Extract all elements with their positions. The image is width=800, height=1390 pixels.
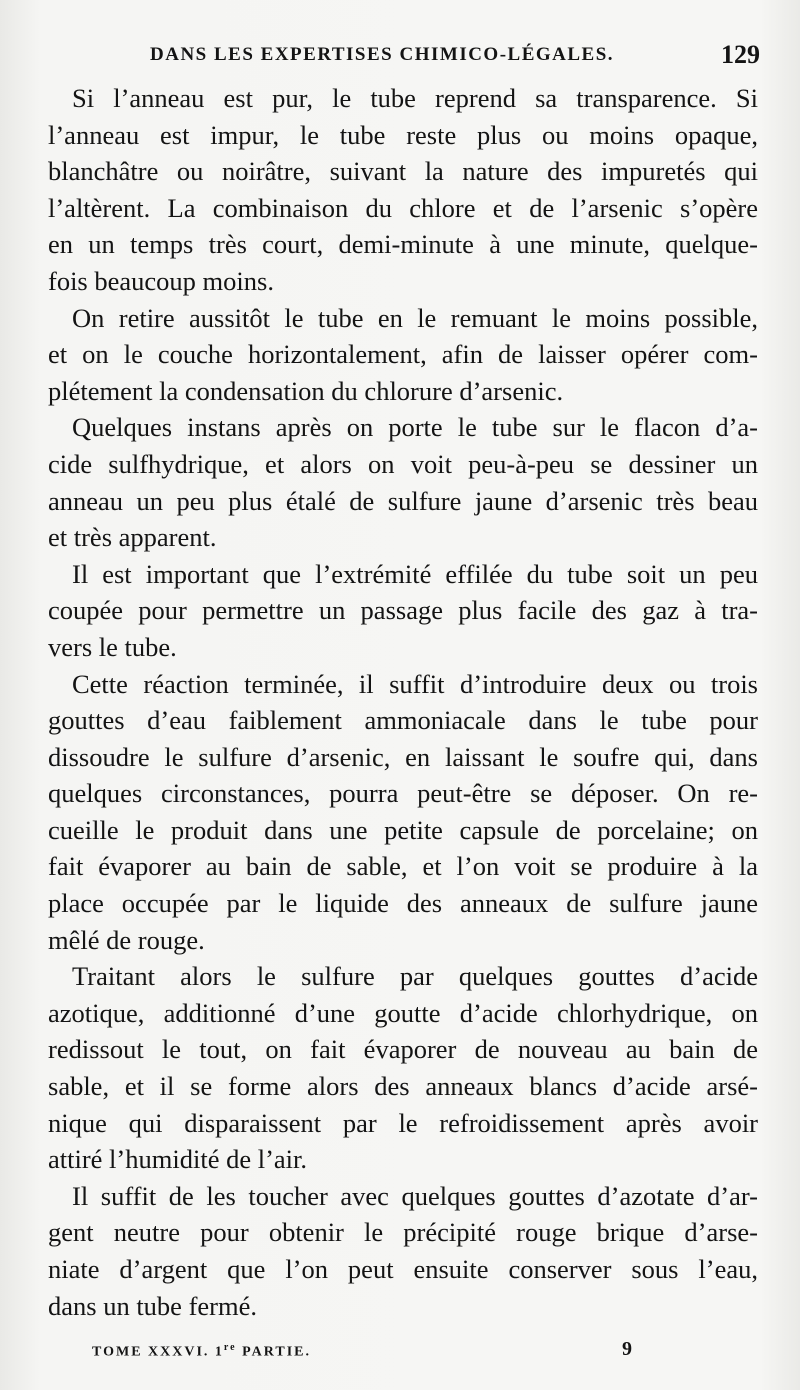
text-line: quelques circonstances, pourra peut-être se déposer. On re-: [48, 778, 758, 809]
text-line: blanchâtre ou noirâtre, suivant la nature des impuretés qui: [48, 156, 758, 187]
paragraph: [48, 300, 758, 410]
paragraph: [48, 556, 758, 666]
paragraph: [48, 1178, 758, 1324]
running-title: DANS LES EXPERTISES CHIMICO-LÉGALES.: [150, 44, 615, 65]
text-line: l’anneau est impur, le tube reste plus ou moins opaque,: [48, 119, 758, 150]
text-line: et très apparent.: [48, 522, 217, 553]
text-line: place occupée par le liquide des anneaux de sulfure jaune: [48, 888, 758, 919]
running-head: [150, 40, 760, 74]
signature-ordinal-sup: re: [223, 1342, 237, 1353]
text-line: azotique, additionné d’une goutte d’acide chlorhydrique, on: [48, 997, 758, 1028]
text-line: Il est important que l’extrémité effilée du tube soit un peu: [72, 558, 758, 589]
text-line: vers le tube.: [48, 631, 177, 662]
text-line: mêlé de rouge.: [48, 924, 205, 955]
signature-ordinal: 1: [214, 1344, 224, 1360]
text-line: attiré l’humidité de l’air.: [48, 1144, 308, 1175]
text-line: l’altèrent. La combinaison du chlore et de l’arsenic s’opère: [48, 192, 758, 223]
text-line: et on le couche horizontalement, afin de laisser opérer com-: [48, 339, 758, 370]
signature-mark: [92, 1342, 311, 1361]
text-line: On retire aussitôt le tube en le remuant le moins possible,: [72, 302, 758, 333]
text-line: fois beaucoup moins.: [48, 265, 274, 296]
text-line: plétement la condensation du chlorure d’arsenic.: [48, 375, 564, 406]
text-line: Si l’anneau est pur, le tube reprend sa transparence. Si: [72, 83, 758, 113]
text-line: dissoudre le sulfure d’arsenic, en laissant le soufre qui, dans: [48, 741, 758, 772]
text-line: redissout le tout, on fait évaporer de nouveau au bain de: [48, 1034, 758, 1065]
text-line: nique qui disparaissent par le refroidissement après avoir: [48, 1107, 758, 1138]
signature-suffix: PARTIE.: [242, 1344, 311, 1360]
text-line: Cette réaction terminée, il suffit d’introduire deux ou trois: [72, 668, 758, 699]
text-line: sable, et il se forme alors des anneaux blancs d’acide arsé-: [48, 1071, 758, 1102]
text-line: anneau un peu plus étalé de sulfure jaune d’arsenic très beau: [48, 485, 758, 516]
text-line: Quelques instans après on porte le tube sur le flacon d’a-: [72, 412, 758, 443]
text-line: cueille le produit dans une petite capsule de porcelaine; on: [48, 814, 758, 845]
paragraph: [48, 409, 758, 555]
text-line: coupée pour permettre un passage plus facile des gaz à tra-: [48, 595, 758, 626]
text-line: cide sulfhydrique, et alors on voit peu-à-peu se dessiner un: [48, 448, 758, 479]
text-line: niate d’argent que l’on peut ensuite conserver sous l’eau,: [48, 1254, 758, 1284]
text-line: gent neutre pour obtenir le précipité rouge brique d’arse-: [48, 1217, 758, 1248]
paragraph: [48, 958, 758, 1178]
footer: [92, 1338, 632, 1368]
text-line: dans un tube fermé.: [48, 1290, 257, 1321]
signature-prefix: TOME XXXVI.: [92, 1344, 210, 1360]
text-line: en un temps très court, demi-minute à une minute, quelque-: [48, 229, 758, 260]
body-text: [48, 80, 758, 1324]
text-line: Il suffit de les toucher avec quelques gouttes d’azotate d’ar-: [72, 1180, 758, 1211]
text-line: fait évaporer au bain de sable, et l’on voit se produire à la: [48, 851, 758, 882]
signature-number: 9: [622, 1338, 632, 1360]
text-line: Traitant alors le sulfure par quelques gouttes d’acide: [72, 961, 758, 992]
paragraph: [48, 666, 758, 959]
text-line: gouttes d’eau faiblement ammoniacale dans le tube pour: [48, 705, 758, 736]
page-number: 129: [721, 40, 760, 69]
paragraph: [48, 80, 758, 300]
